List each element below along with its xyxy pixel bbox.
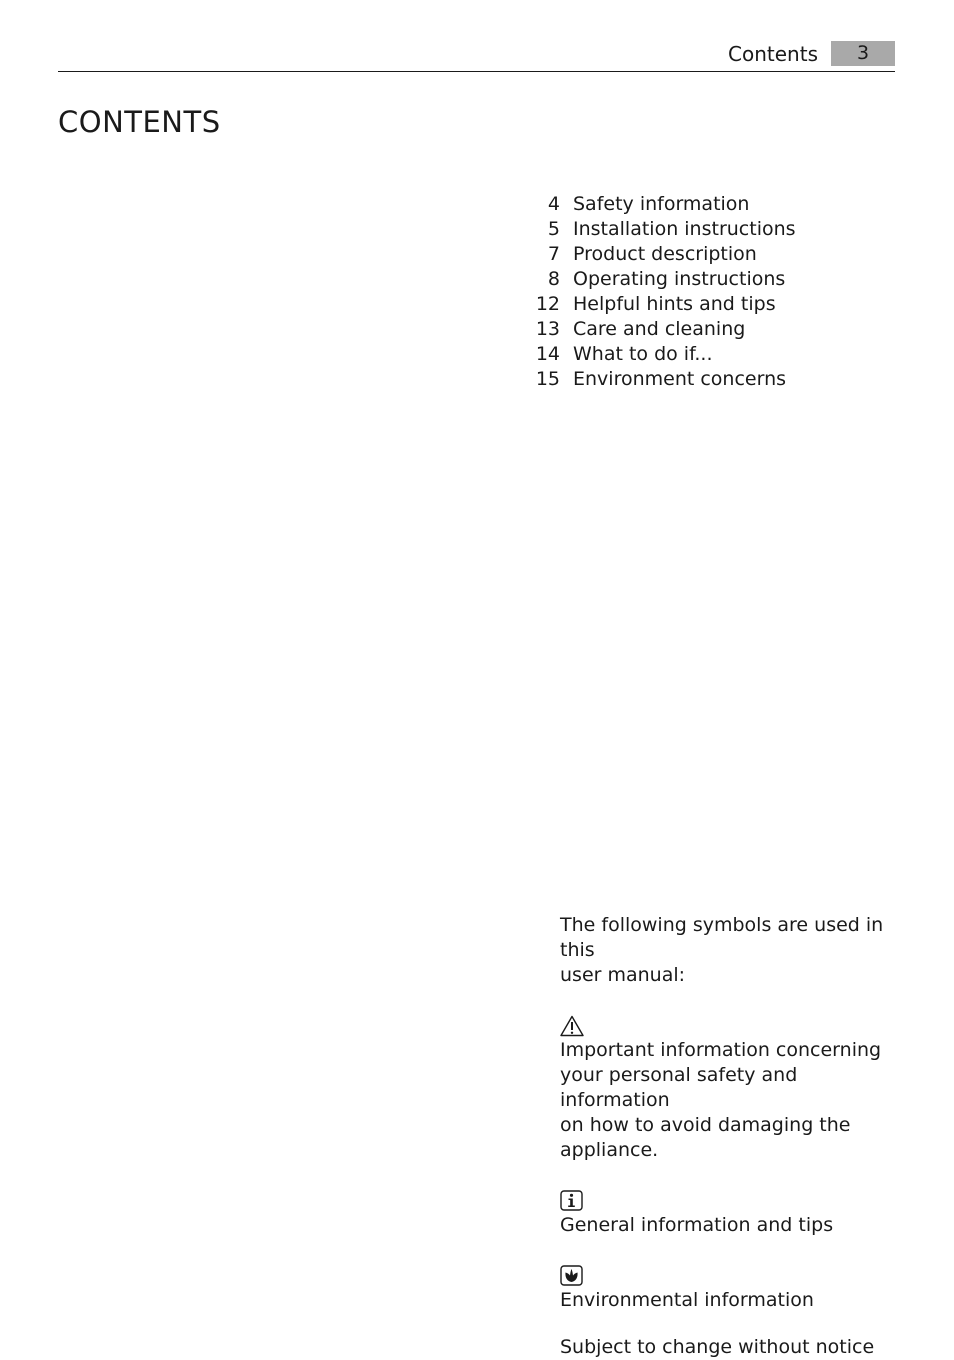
header-divider <box>58 71 895 72</box>
toc-page-number: 7 <box>547 243 560 265</box>
info-text: General information and tips <box>560 1214 834 1236</box>
toc-page-number: 14 <box>535 343 560 365</box>
header-section-label: Contents <box>728 42 818 66</box>
warning-text: your personal safety and information <box>560 1064 798 1111</box>
toc-page-number: 4 <box>547 193 560 215</box>
environment-text: Environmental information <box>560 1289 814 1311</box>
toc-item[interactable] <box>520 292 796 317</box>
toc-page-number: 15 <box>535 368 560 390</box>
toc-page-number: 12 <box>535 293 560 315</box>
toc-item[interactable] <box>520 367 796 392</box>
toc-page-number: 8 <box>547 268 560 290</box>
toc-label: Safety information <box>573 193 750 215</box>
spacer <box>560 1238 900 1263</box>
symbols-intro: The following symbols are used in this <box>560 914 884 961</box>
spacer <box>560 1313 900 1335</box>
warning-text: appliance. <box>560 1139 659 1161</box>
symbols-intro: user manual: <box>560 964 686 986</box>
environment-icon <box>560 1265 583 1286</box>
toc-label: Care and cleaning <box>573 318 746 340</box>
warning-text: Important information concerning <box>560 1039 882 1061</box>
page-title: CONTENTS <box>58 105 221 139</box>
info-icon <box>560 1190 583 1211</box>
spacer <box>560 988 900 1013</box>
toc-item[interactable] <box>520 217 796 242</box>
toc-label: Operating instructions <box>573 268 786 290</box>
toc-label: What to do if... <box>573 343 713 365</box>
toc-page-number: 5 <box>547 218 560 240</box>
table-of-contents <box>520 192 796 392</box>
warning-icon-row <box>560 1013 900 1038</box>
toc-label: Installation instructions <box>573 218 796 240</box>
toc-item[interactable] <box>520 192 796 217</box>
warning-text: on how to avoid damaging the <box>560 1114 851 1136</box>
toc-page-number: 13 <box>535 318 560 340</box>
symbols-legend <box>560 913 900 1360</box>
toc-item[interactable] <box>520 342 796 367</box>
toc-item[interactable] <box>520 317 796 342</box>
warning-triangle-icon <box>560 1015 584 1037</box>
toc-label: Helpful hints and tips <box>573 293 776 315</box>
environment-icon-row <box>560 1263 900 1288</box>
change-notice: Subject to change without notice <box>560 1336 875 1358</box>
info-icon-row <box>560 1188 900 1213</box>
spacer <box>560 1163 900 1188</box>
toc-label: Environment concerns <box>573 368 787 390</box>
toc-item[interactable] <box>520 242 796 267</box>
toc-label: Product description <box>573 243 757 265</box>
page-number-badge: 3 <box>831 41 895 66</box>
toc-item[interactable] <box>520 267 796 292</box>
